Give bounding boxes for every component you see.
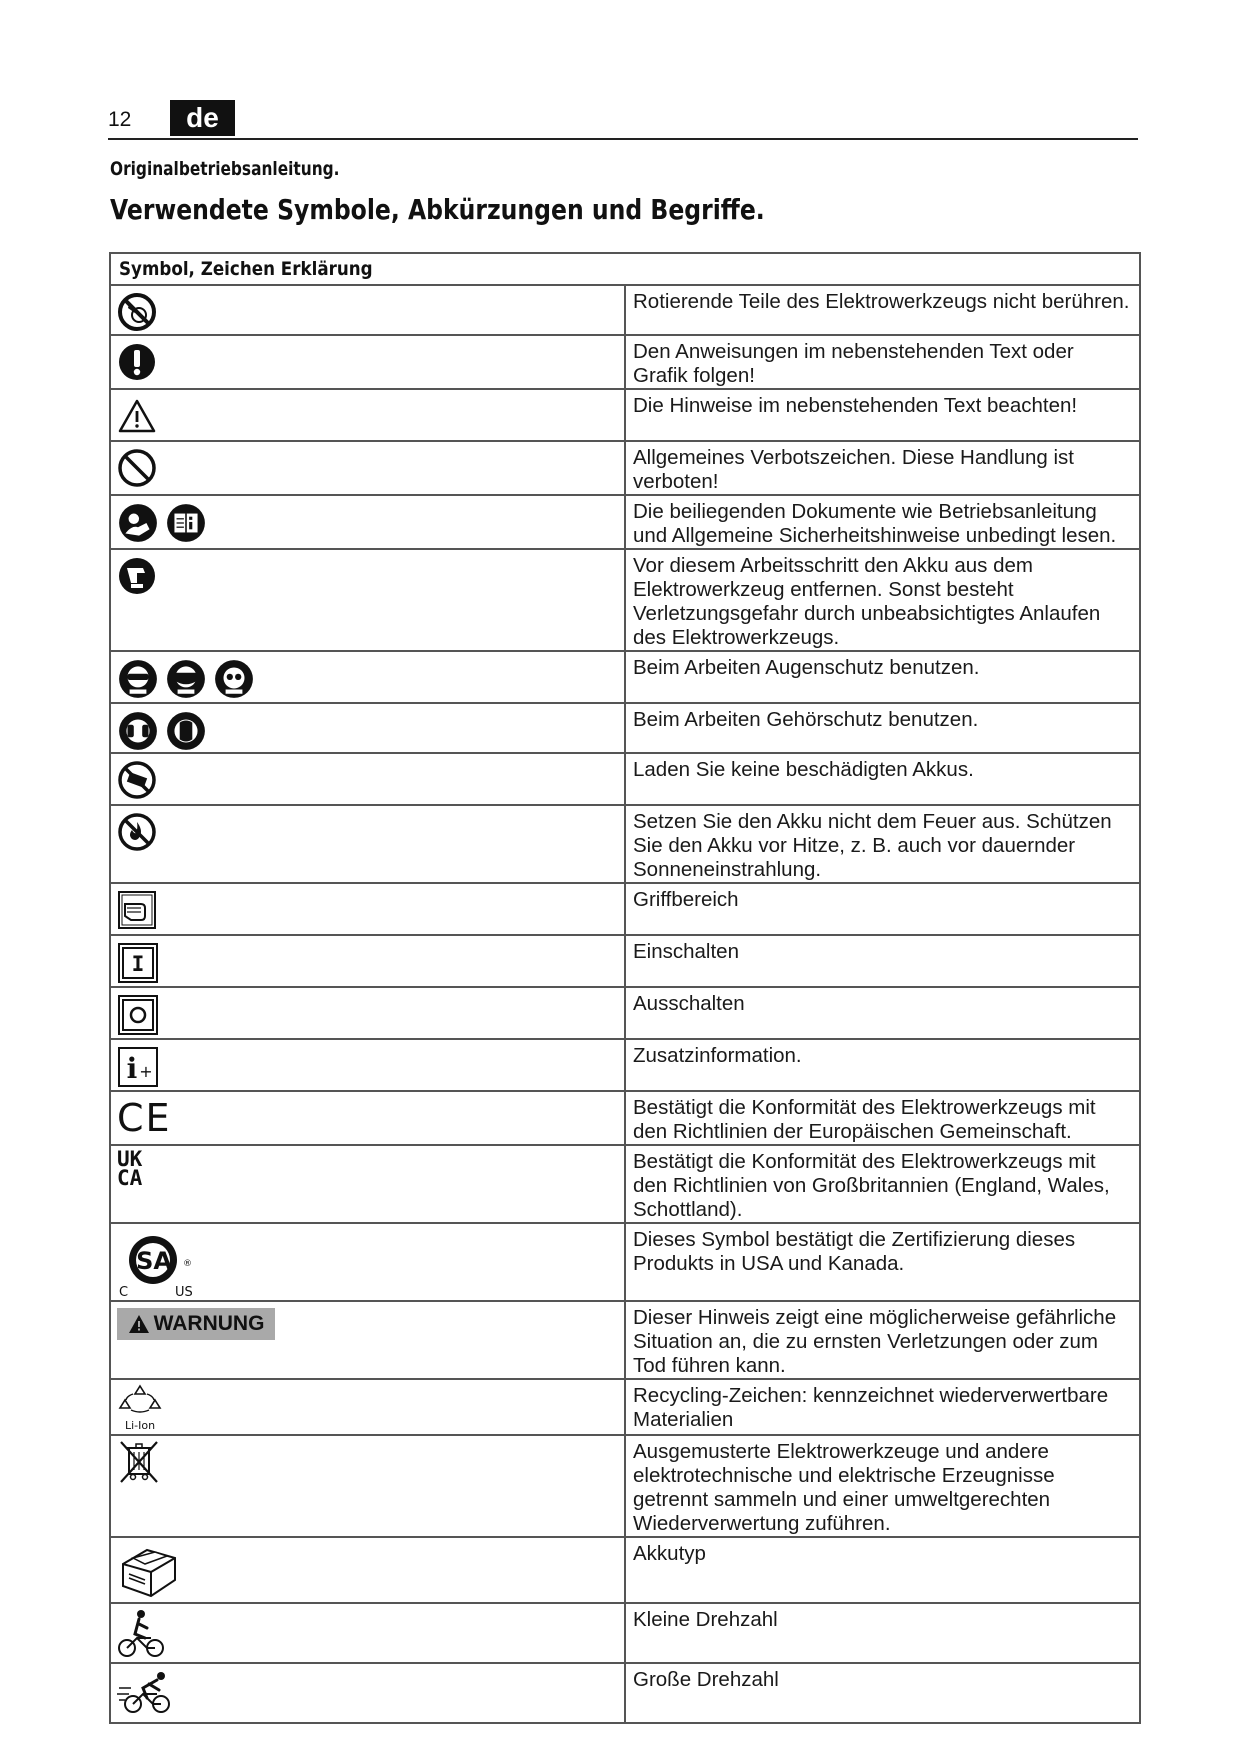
svg-text:+: + [139,1062,153,1081]
switch-on-icon [117,942,159,984]
read-instructions-icon [117,502,159,544]
table-row [110,285,1140,335]
document-subtitle: Originalbetriebsanleitung. [110,158,340,180]
svg-text:SA: SA [136,1247,172,1275]
row-text: Allgemeines Verbotszeichen. Diese Handlung ist verboten! [625,441,1140,495]
row-text: Kleine Drehzahl [625,1603,1140,1663]
row-text: Beim Arbeiten Augenschutz benutzen. [625,651,1140,703]
row-text: Dieser Hinweis zeigt eine möglicherweise gefährliche Situation an, die zu ernsten Verletzungen oder zum Tod führen kann. [625,1301,1140,1379]
row-text: Einschalten [625,935,1140,987]
table-row [110,495,1140,549]
row-text: Die Hinweise im nebenstehenden Text beachten! [625,389,1140,441]
row-text: Ausschalten [625,987,1140,1039]
table-row [110,883,1140,935]
warning-triangle-icon [128,1314,150,1334]
row-text: Die beiliegenden Dokumente wie Betriebsanleitung und Allgemeine Sicherheitshinweise unbedingt lesen. [625,495,1140,549]
page-header [108,100,1138,140]
weee-crossed-bin-icon [117,1438,161,1484]
table-row [110,805,1140,883]
table-row [110,549,1140,651]
row-text: Zusatzinformation. [625,1039,1140,1091]
table-row [110,1663,1140,1723]
table-row [110,1603,1140,1663]
warning-label: WARNUNG [117,1308,275,1340]
row-text: Laden Sie keine beschädigten Akkus. [625,753,1140,805]
additional-info-icon [117,1046,159,1088]
row-text: Setzen Sie den Akku nicht dem Feuer aus. Schützen Sie den Akku vor Hitze, z. B. auch vor dauernder Sonneneinstrahlung. [625,805,1140,883]
svg-text:®: ® [183,1259,192,1269]
table-row [110,1537,1140,1603]
safety-goggles-icon [213,658,255,700]
table-row [110,987,1140,1039]
table-row [110,753,1140,805]
ce-mark-icon: CE [117,1096,172,1140]
mandatory-action-icon [117,342,157,382]
ear-muffs-icon [165,710,207,752]
ukca-mark-icon: CA [117,1166,143,1190]
no-touch-rotating-parts-icon [117,292,157,332]
table-row [110,1379,1140,1435]
svg-text:US: US [175,1285,193,1300]
table-row [110,441,1140,495]
row-text: Ausgemusterte Elektrowerkzeuge und andere elektrotechnische und elektrische Erzeugnisse getrennt sammeln und einer umweltgerechten Wiederverwertung zuführen. [625,1435,1140,1537]
prohibition-icon [117,448,157,488]
row-text: Große Drehzahl [625,1663,1140,1723]
row-text: Dieses Symbol bestätigt die Zertifizierung dieses Produkts in USA und Kanada. [625,1223,1140,1301]
language-tag: de [170,100,235,136]
page-title: Verwendete Symbole, Abkürzungen und Begriffe. [110,193,765,226]
svg-text:Li-Ion: Li-Ion [124,1419,156,1432]
row-text: Griffbereich [625,883,1140,935]
table-row [110,389,1140,441]
svg-text:i: i [126,1052,138,1085]
row-text: Beim Arbeiten Gehörschutz benutzen. [625,703,1140,753]
switch-off-icon [117,994,159,1036]
no-charging-damaged-battery-icon [117,760,157,800]
table-row [110,703,1140,753]
table-row [110,1435,1140,1537]
page-number: 12 [108,108,132,131]
row-text: Den Anweisungen im nebenstehenden Text oder Grafik folgen! [625,335,1140,389]
warning-triangle-icon [117,396,157,436]
no-fire-battery-icon [117,812,157,852]
recycling-icon [117,1382,163,1432]
grip-area-icon [117,890,157,930]
row-text: Bestätigt die Konformität des Elektrowerkzeugs mit den Richtlinien von Großbritannien (England, Wales, Schottland). [625,1145,1140,1223]
row-text: Vor diesem Arbeitsschritt den Akku aus dem Elektrowerkzeug entfernen. Sonst besteht Verletzungsgefahr durch unbeabsichtigtes Anlaufen des Elektrowerkzeugs. [625,549,1140,651]
table-header-row [110,253,1140,285]
high-speed-bicycle-icon [117,1668,177,1718]
battery-pack-icon [117,1540,181,1602]
table-row [110,335,1140,389]
table-row [110,1223,1140,1301]
row-text: Recycling-Zeichen: kennzeichnet wiederverwertbare Materialien [625,1379,1140,1435]
ukca-mark-icon: UK [117,1147,143,1171]
row-text: Akkutyp [625,1537,1140,1603]
manual-book-icon [165,502,207,544]
csa-certification-icon [117,1228,207,1300]
row-text: Bestätigt die Konformität des Elektrowerkzeugs mit den Richtlinien der Europäischen Gemeinschaft. [625,1091,1140,1145]
svg-text:I: I [131,952,145,976]
table-row [110,1145,1140,1223]
remove-battery-icon [117,556,157,596]
table-row [110,1301,1140,1379]
low-speed-bicycle-icon [117,1606,167,1660]
row-text: Rotierende Teile des Elektrowerkzeugs nicht berühren. [625,285,1140,335]
table-row [110,651,1140,703]
symbols-table [109,252,1141,1724]
table-row [110,935,1140,987]
table-row [110,1091,1140,1145]
eye-protection-icon [117,658,159,700]
ear-protection-icon [117,710,159,752]
svg-text:C: C [119,1285,129,1300]
table-header: Symbol, Zeichen Erklärung [110,253,1140,285]
table-row [110,1039,1140,1091]
face-shield-icon [165,658,207,700]
